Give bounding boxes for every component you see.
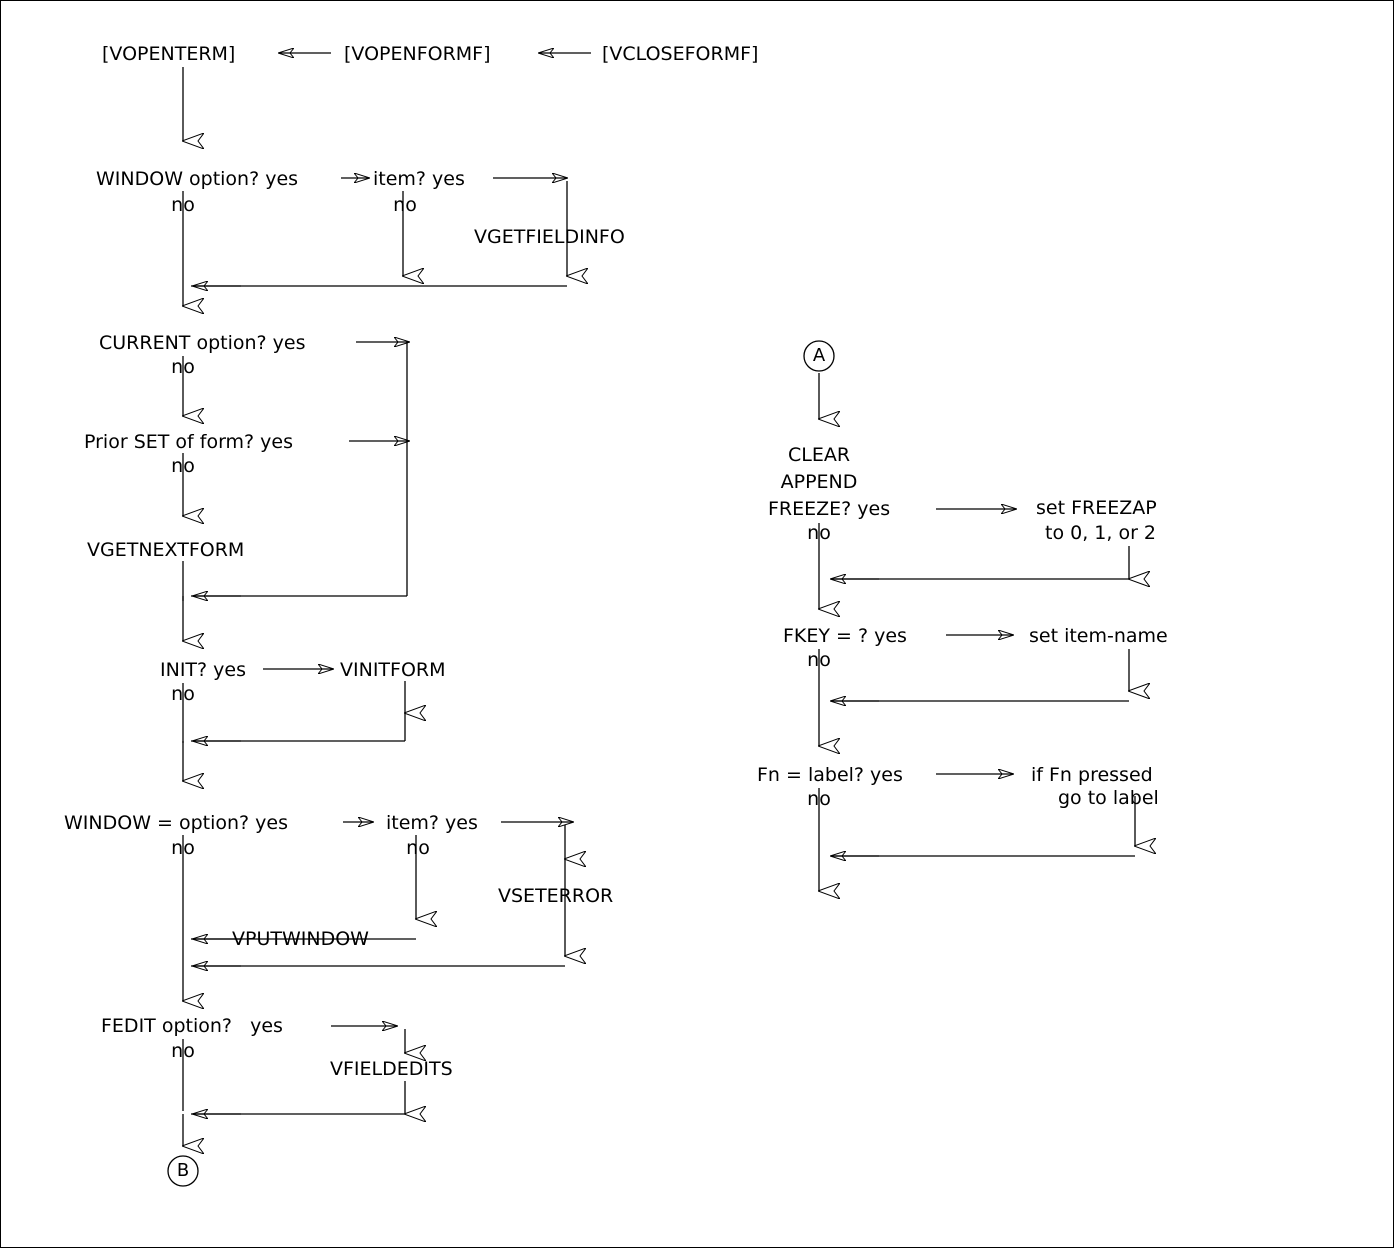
label-prior-set-no: no: [171, 455, 195, 477]
action-if-fn-pressed-line2: go to label: [1058, 787, 1159, 809]
node-vfieldedits: VFIELDEDITS: [330, 1058, 453, 1080]
node-vinitform: VINITFORM: [340, 659, 446, 681]
node-vputwindow: VPUTWINDOW: [232, 928, 369, 950]
decision-fkey: FKEY = ? yes: [783, 625, 907, 647]
node-vseterror: VSETERROR: [498, 885, 614, 907]
decision-current-option: CURRENT option? yes: [99, 332, 306, 354]
decision-window-equals-option: WINDOW = option? yes: [64, 812, 289, 834]
label-fedit-no: no: [171, 1040, 195, 1062]
decision-fn-label: Fn = label? yes: [757, 764, 903, 786]
node-vcloseformf: [VCLOSEFORMF]: [602, 43, 759, 65]
decision-item-2: item? yes: [386, 812, 478, 834]
label-fn-label-no: no: [807, 788, 831, 810]
label-item-2-no: no: [406, 837, 430, 859]
node-vgetfieldinfo: VGETFIELDINFO: [474, 226, 625, 248]
node-vgetnextform: VGETNEXTFORM: [87, 539, 245, 561]
decision-prior-set: Prior SET of form? yes: [84, 431, 294, 453]
node-vopenterm: [VOPENTERM]: [102, 43, 236, 65]
decision-item-1: item? yes: [373, 168, 465, 190]
label-fkey-no: no: [807, 649, 831, 671]
decision-freeze: FREEZE? yes: [768, 498, 891, 520]
label-freeze-no: no: [807, 522, 831, 544]
decision-init: INIT? yes: [160, 659, 246, 681]
action-set-item-name: set item-name: [1029, 625, 1168, 647]
action-set-freezap-line2: to 0, 1, or 2: [1045, 522, 1157, 544]
label-clear: CLEAR: [787, 444, 851, 466]
label-current-option-no: no: [171, 356, 195, 378]
node-vopenformf: [VOPENFORMF]: [344, 43, 491, 65]
decision-fedit-option: FEDIT option? yes: [101, 1015, 283, 1037]
label-item-1-no: no: [393, 194, 417, 216]
decision-window-option: WINDOW option? yes: [96, 168, 299, 190]
action-if-fn-pressed-line1: if Fn pressed: [1031, 764, 1153, 786]
connector-a: A: [812, 345, 826, 366]
connector-b: B: [176, 1160, 190, 1181]
label-init-no: no: [171, 683, 195, 705]
label-window-equals-no: no: [171, 837, 195, 859]
action-set-freezap-line1: set FREEZAP: [1036, 497, 1157, 519]
label-window-option-no: no: [171, 194, 195, 216]
label-append: APPEND: [780, 471, 858, 493]
